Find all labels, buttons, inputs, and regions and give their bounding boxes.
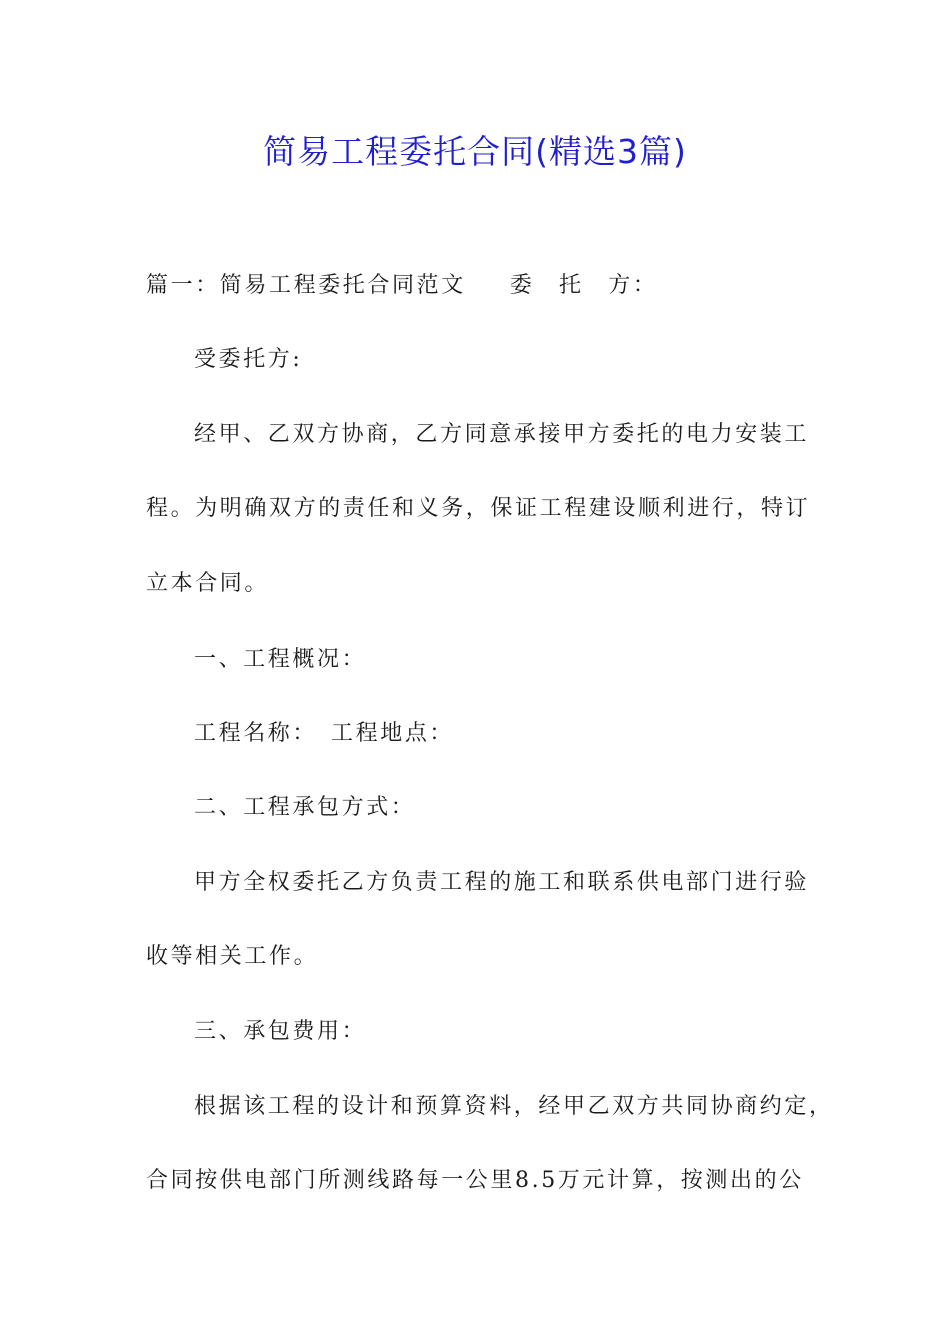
paragraph-3-line-1: 根据该工程的设计和预算资料，经甲乙双方共同协商约定， <box>194 1094 834 1119</box>
heading-contract-method: 二、工程承包方式： <box>194 795 416 820</box>
project-location-label: 工程地点： <box>331 721 455 746</box>
paragraph-3-line-2: 合同按供电部门所测线路每一公里8.5万元计算，按测出的公 <box>146 1168 804 1193</box>
project-name-label: 工程名称： <box>194 721 318 746</box>
section-heading-line <box>146 271 657 301</box>
paragraph-1-line-2: 程。为明确双方的责任和义务，保证工程建设顺利进行，特订 <box>146 496 811 521</box>
document-title: 简易工程委托合同(精选3篇) <box>263 132 687 171</box>
paragraph-2-line-2: 收等相关工作。 <box>146 944 319 969</box>
contractor-label: 受委托方: <box>194 347 303 372</box>
paragraph-1-line-3: 立本合同。 <box>146 571 270 596</box>
client-label: 委 托 方： <box>509 273 658 298</box>
project-info-line <box>194 719 454 749</box>
heading-contract-fees: 三、承包费用： <box>194 1019 367 1044</box>
heading-project-overview: 一、工程概况： <box>194 647 367 672</box>
section-heading: 篇一：简易工程委托合同范文 <box>146 273 466 298</box>
paragraph-2-line-1: 甲方全权委托乙方负责工程的施工和联系供电部门进行验 <box>194 870 810 895</box>
paragraph-1-line-1: 经甲、乙双方协商，乙方同意承接甲方委托的电力安装工 <box>194 422 810 447</box>
